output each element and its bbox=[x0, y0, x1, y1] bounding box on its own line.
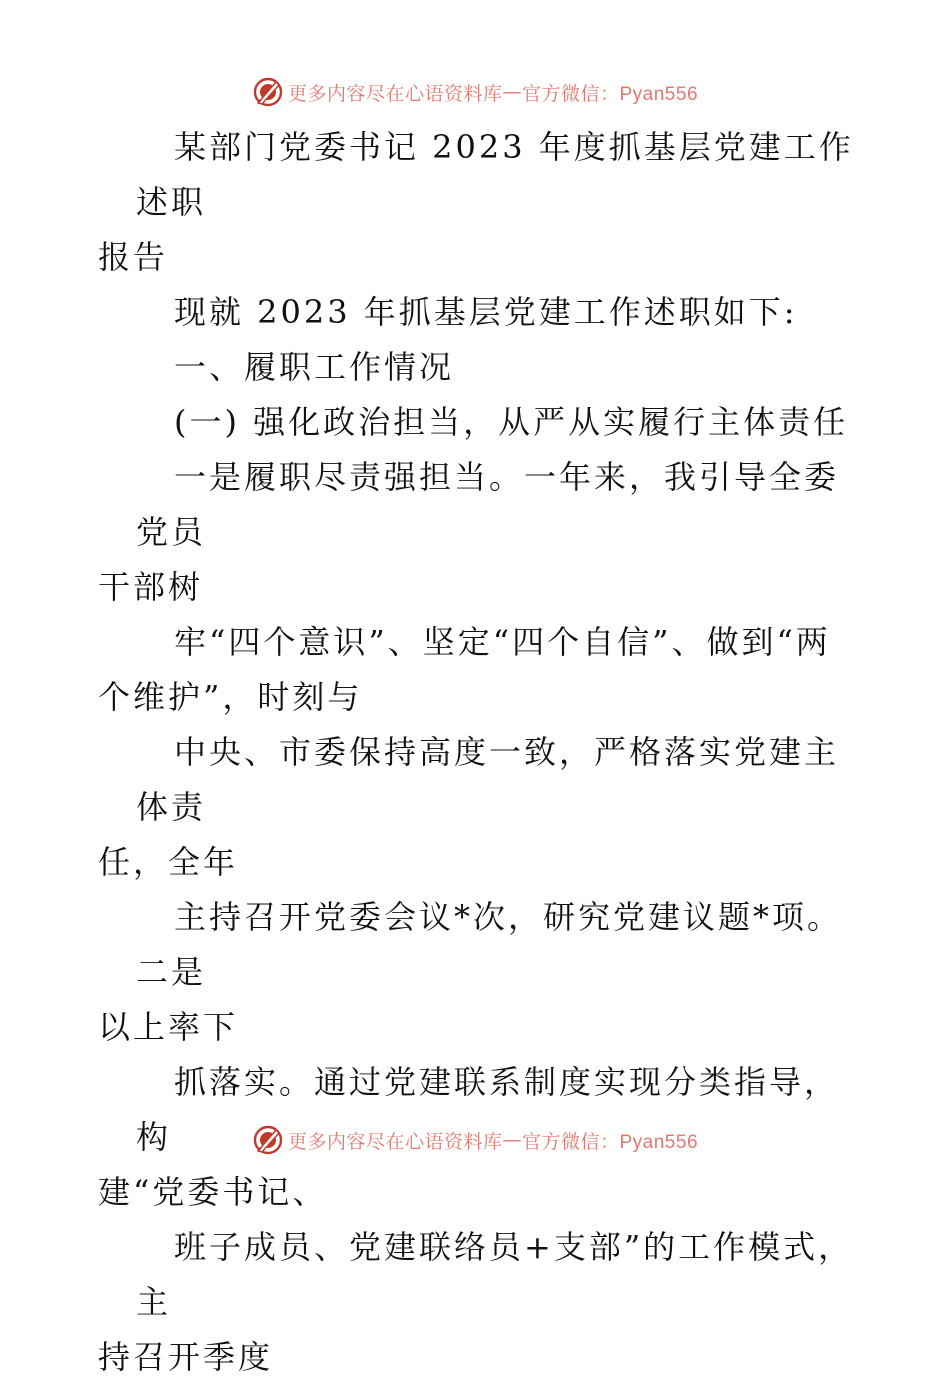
doc-line: 一、履职工作情况 bbox=[174, 348, 455, 386]
doc-line: 某部门党委书记 2023 年度抓基层党建工作述职 bbox=[136, 128, 854, 221]
quill-pen-seal-icon bbox=[252, 1124, 284, 1156]
doc-line: 现就 2023 年抓基层党建工作述职如下: bbox=[174, 293, 798, 331]
doc-line: (一) 强化政治担当，从严从实履行主体责任 bbox=[174, 403, 849, 441]
doc-line: 持召开季度 bbox=[98, 1338, 274, 1376]
watermark-separator: — bbox=[502, 81, 522, 103]
doc-line: 干部树 bbox=[98, 568, 204, 606]
watermark-wechat: 官方微信：Pyan556 bbox=[522, 1131, 699, 1153]
doc-line: 以上率下 bbox=[98, 1008, 239, 1046]
doc-line: 主持召开党委会议*次，研究党建议题*项。二是 bbox=[136, 898, 843, 991]
watermark-separator: — bbox=[502, 1129, 522, 1151]
document-body bbox=[98, 120, 858, 1385]
quill-pen-seal-icon bbox=[252, 76, 284, 108]
doc-line: 个维护”，时刻与 bbox=[98, 678, 363, 716]
doc-line: 抓落实。通过党建联系制度实现分类指导，构 bbox=[136, 1063, 840, 1156]
doc-line: 牢“四个意识”、坚定“四个自信”、做到“两 bbox=[174, 623, 831, 661]
footer-watermark bbox=[0, 1120, 950, 1160]
header-watermark bbox=[0, 72, 950, 112]
doc-line: 建“党委书记、 bbox=[98, 1173, 328, 1211]
watermark-text: 更多内容尽在心语资料库 bbox=[287, 1130, 503, 1153]
doc-line: 一是履职尽责强担当。一年来，我引导全委党员 bbox=[136, 458, 840, 551]
doc-line: 中央、市委保持高度一致，严格落实党建主体责 bbox=[136, 733, 840, 826]
doc-line: 任，全年 bbox=[98, 843, 239, 881]
watermark-wechat: 官方微信：Pyan556 bbox=[522, 83, 699, 105]
doc-line: 班子成员、党建联络员+支部”的工作模式，主 bbox=[136, 1228, 854, 1321]
document-text bbox=[98, 120, 858, 1385]
watermark-text: 更多内容尽在心语资料库 bbox=[287, 82, 503, 105]
doc-line: 报告 bbox=[98, 238, 169, 276]
